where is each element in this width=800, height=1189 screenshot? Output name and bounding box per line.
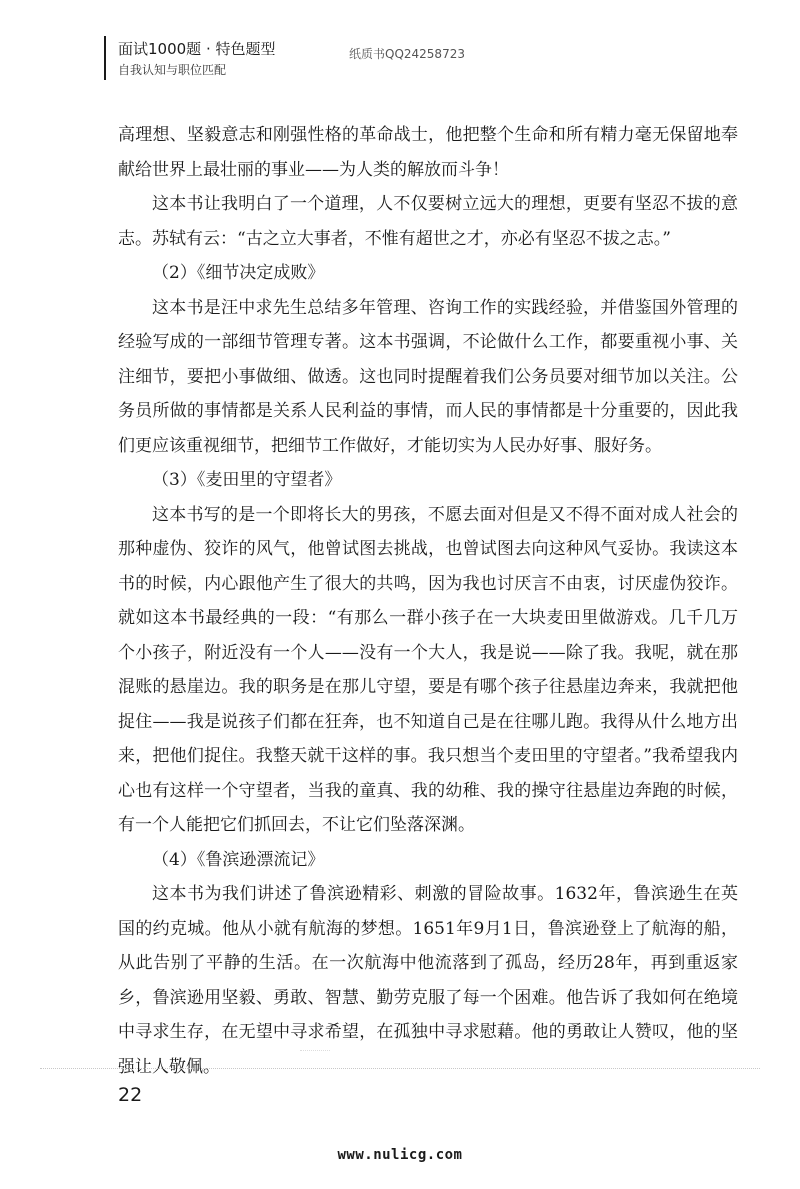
- page-number: 22: [118, 1084, 143, 1106]
- paragraph: 这本书是汪中求先生总结多年管理、咨询工作的实践经验，并借鉴国外管理的经验写成的一部细节管理专著。这本书强调，不论做什么工作，都要重视小事、关注细节，要把小事做细、做透。这也同时提醒着我们公务员要对细节加以关注。公务员所做的事情都是关系人民利益的事情，而人民的事情都是十分重要的，因此我们更应该重视细节，把细节工作做好，才能切实为人民办好事、服好务。: [118, 297, 738, 456]
- paragraph: 这本书为我们讲述了鲁滨逊精彩、刺激的冒险故事。1632年，鲁滨逊生在英国的约克城。他从小就有航海的梦想。1651年9月1日，鲁滨逊登上了航海的船，从此告别了平静的生活。在一次航海中他流落到了孤岛，经历28年，再到重返家乡，鲁滨逊用坚毅、勇敢、智慧、勤劳克服了每一个困难。他告诉了我如何在绝境中寻求生存，在无望中寻求希望，在孤独中寻求慰藉。他的勇敢让人赞叹，他的坚强让人敬佩。: [118, 884, 738, 1077]
- watermark-text: 纸质书QQ24258723: [349, 47, 465, 61]
- book-heading: （3）《麦田里的守望者》: [152, 470, 342, 490]
- scan-artifact: [300, 1050, 330, 1051]
- body-text: [118, 118, 738, 1084]
- footer-website: www.nulicg.com: [337, 1147, 463, 1163]
- book-heading: （4）《鲁滨逊漂流记》: [152, 849, 325, 870]
- header-divider: [104, 36, 106, 80]
- paragraph: 高理想、坚毅意志和刚强性格的革命战士，他把整个生命和所有精力毫无保留地奉献给世界上最壮丽的事业——为人类的解放而斗争！: [118, 125, 738, 180]
- running-header-subtitle: 自我认知与职位匹配: [118, 63, 227, 77]
- paragraph: 这本书写的是一个即将长大的男孩，不愿去面对但是又不得不面对成人社会的那种虚伪、狡诈的风气，他曾试图去挑战，也曾试图去向这种风气妥协。我读这本书的时候，内心跟他产生了很大的共鸣，因为我也讨厌言不由衷，讨厌虚伪狡诈。就如这本书最经典的一段：“有那么一群小孩子在一大块麦田里做游戏。几千几万个小孩子，附近没有一个人——没有一个大人，我是说——除了我。我呢，就在那混账的悬崖边。我的职务是在那儿守望，要是有哪个孩子往悬崖边奔来，我就把他捉住——我是说孩子们都在狂奔，也不知道自己是在往哪儿跑。我得从什么地方出来，把他们捉住。我整天就干这样的事。我只想当个麦田里的守望者。”我希望我内心也有这样一个守望者，当我的童真、我的幼稚、我的操守往悬崖边奔跑的时候，有一个人能把它们抓回去，不让它们坠落深渊。: [118, 504, 738, 835]
- paragraph: 这本书让我明白了一个道理，人不仅要树立远大的理想，更要有坚忍不拔的意志。苏轼有云：“古之立大事者，不惟有超世之才，亦必有坚忍不拔之志。”: [118, 194, 738, 249]
- book-heading: （2）《细节决定成败》: [152, 263, 325, 283]
- running-header-title: 面试1000题 · 特色题型: [118, 40, 276, 58]
- scan-artifact: [40, 1068, 760, 1069]
